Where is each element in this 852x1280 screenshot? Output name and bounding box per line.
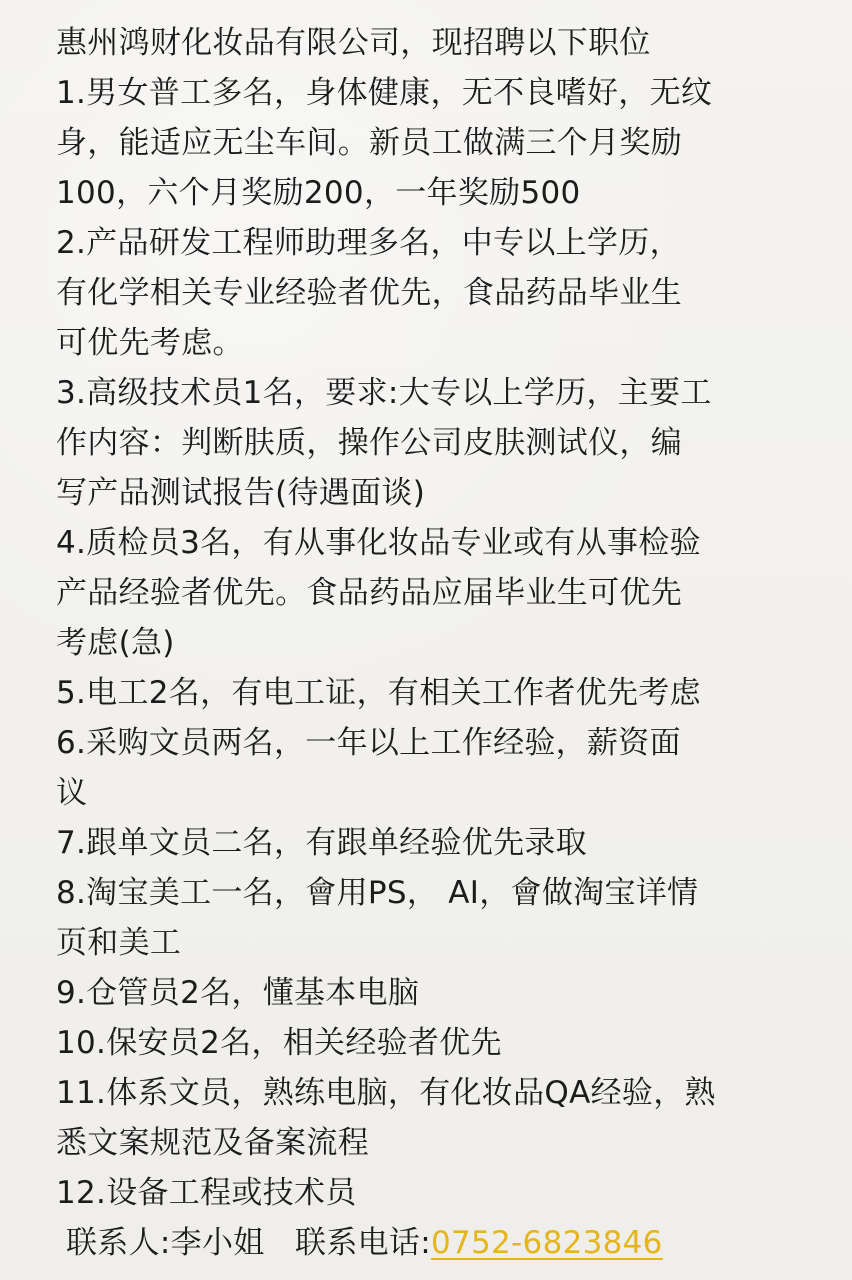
posting-line: 1.男女普工多名，身体健康，无不良嗜好，无纹	[56, 75, 713, 111]
posting-line: 6.采购文员两名，一年以上工作经验，薪资面	[56, 725, 681, 761]
posting-line: 100，六个月奖励200，一年奖励500	[56, 175, 581, 211]
posting-line: 9.仓管员2名，懂基本电脑	[56, 975, 420, 1011]
posting-line: 议	[56, 775, 88, 811]
posting-line: 考虑(急)	[56, 625, 175, 661]
posting-line: 3.高级技术员1名，要求:大专以上学历，主要工	[56, 375, 712, 411]
posting-line: 2.产品研发工程师助理多名，中专以上学历，	[56, 225, 681, 261]
posting-line: 7.跟单文员二名，有跟单经验优先录取	[56, 825, 587, 861]
contact-gap	[265, 1225, 295, 1261]
posting-line: 12.设备工程或技术员	[56, 1175, 357, 1211]
posting-line: 可优先考虑。	[56, 325, 244, 361]
posting-line: 身，能适应无尘车间。新员工做满三个月奖励	[56, 125, 682, 161]
contact-line	[56, 1218, 808, 1268]
posting-line: 10.保安员2名，相关经验者优先	[56, 1025, 502, 1061]
posting-line: 5.电工2名，有电工证，有相关工作者优先考虑	[56, 675, 701, 711]
posting-line: 产品经验者优先。食品药品应届毕业生可优先	[56, 575, 682, 611]
phone-label: 联系电话:	[295, 1225, 431, 1261]
contact-person: 联系人:李小姐	[66, 1225, 265, 1261]
posting-line: 悉文案规范及备案流程	[56, 1125, 369, 1161]
phone-link[interactable]: 0752-6823846	[430, 1225, 663, 1261]
posting-line: 11.体系文员，熟练电脑，有化妆品QA经验，熟	[56, 1075, 716, 1111]
posting-line: 写产品测试报告(待遇面谈)	[56, 475, 426, 511]
posting-heading: 惠州鸿财化妆品有限公司，现招聘以下职位	[56, 25, 651, 61]
posting-line: 有化学相关专业经验者优先，食品药品毕业生	[56, 275, 682, 311]
posting-line: 页和美工	[56, 925, 182, 961]
posting-line: 作内容：判断肤质，操作公司皮肤测试仪，编	[56, 425, 682, 461]
posting-line: 4.质检员3名，有从事化妆品专业或有从事检验	[56, 525, 701, 561]
posting-line: 8.淘宝美工一名，會用PS， AI，會做淘宝详情	[56, 875, 699, 911]
